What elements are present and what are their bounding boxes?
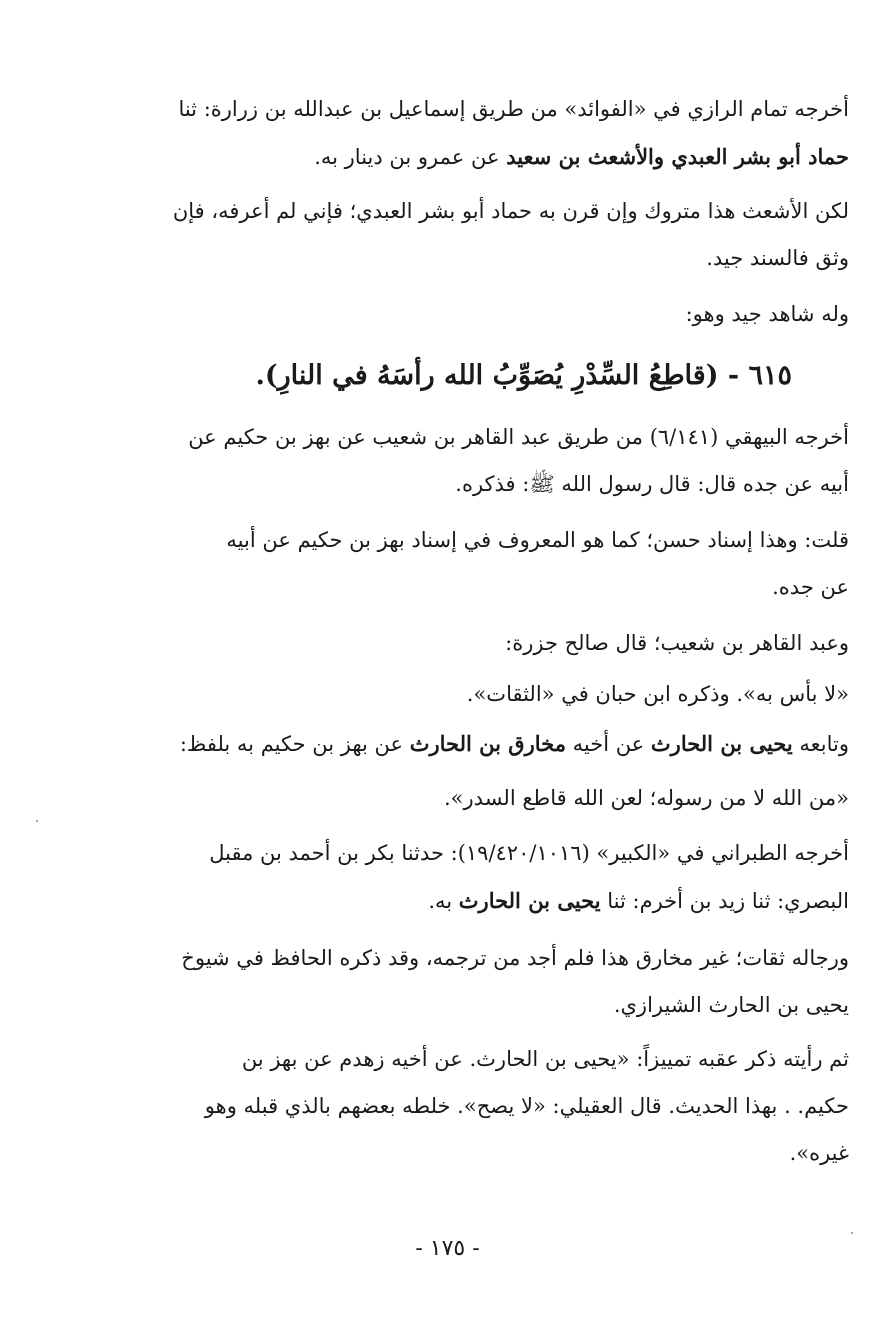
scan-speck [36,820,38,822]
text-line: يحيى بن الحارث الشيرازي. [613,993,849,1017]
text-line: لكن الأشعث هذا متروك وإن قرن به حماد أبو بشر العبدي؛ فإني لم أعرفه، فإن [172,199,849,223]
paragraph-takhrij-bayhaqi [46,414,849,508]
paragraph-takhrij-tammam [46,86,849,181]
paragraph-lafz [46,775,849,822]
paragraph-thumma-raaytuhu [46,1036,849,1177]
text-line: غيره». [789,1141,849,1165]
narrators-bold: حماد أبو بشر العبدي والأشعث بن سعيد [506,144,849,169]
paragraph-la-bas [46,671,849,718]
text-line: أخرجه الطبراني في «الكبير» (١٩/٤٢٠/١٠١٦): حدثنا بكر بن أحمد بن مقبل [209,841,849,865]
text-span: عن أخيه [565,732,651,756]
text-line: قلت: وهذا إسناد حسن؛ كما هو المعروف في إسناد بهز بن حكيم عن أبيه [226,528,849,552]
hadith-heading: ٦١٥ - (قاطِعُ السِّدْرِ يُصَوِّبُ الله رأسَهُ في النارِ). [255,360,792,391]
text-line: ثم رأيته ذكر عقبه تمييزاً: «يحيى بن الحارث. عن أخيه زهدم عن بهز بن [241,1047,849,1071]
text-span: البصري: ثنا زيد بن أخرم: ثنا [600,889,849,913]
text-span: عن بهز بن حكيم به بلفظ: [179,732,410,756]
text-line [46,877,849,925]
text-line: عن جده. [772,575,849,599]
paragraph-rijaluhu [46,935,849,1029]
narrator-bold: يحيى بن الحارث [650,731,793,756]
text-line: أخرجه البيهقي (٦/١٤١) من طريق عبد القاهر بن شعيب عن بهز بن حكيم عن [188,425,849,449]
paragraph-shahid-intro [46,291,849,338]
text-line: وله شاهد جيد وهو: [685,302,849,326]
text-line: حكيم. . بهذا الحديث. قال العقيلي: «لا يصح». خلطه بعضهم بالذي قبله وهو [204,1094,849,1118]
page-number: - ١٧٥ - [415,1236,480,1261]
text-line: وعبد القاهر بن شعيب؛ قال صالح جزرة: [505,631,849,655]
text-line [46,133,849,181]
text-span: وتابعه [792,732,849,756]
paragraph-abd-alqahir [46,620,849,667]
text-span: عن عمرو بن دينار به. [314,145,507,169]
scan-speck [851,1232,853,1234]
paragraph-takhrij-tabarani [46,830,849,925]
text-line: وثق فالسند جيد. [706,246,849,270]
paragraph-comment-ashath [46,188,849,282]
text-line [46,720,849,768]
paragraph-qultu [46,517,849,611]
text-line: «لا بأس به». وذكره ابن حبان في «الثقات». [466,682,849,706]
text-line: أبيه عن جده قال: قال رسول الله ﷺ: فذكره. [455,472,849,496]
narrator-bold: يحيى بن الحارث [458,888,601,913]
text-line: أخرجه تمام الرازي في «الفوائد» من طريق إسماعيل بن عبدالله بن زرارة: ثنا [178,97,849,121]
text-line: «من الله لا من رسوله؛ لعن الله قاطع السدر». [444,786,849,810]
text-line: ورجاله ثقات؛ غير مخارق هذا فلم أجد من ترجمه، وقد ذكره الحافظ في شيوخ [181,946,849,970]
text-span: به. [428,889,459,913]
narrator-bold: مخارق بن الحارث [409,731,566,756]
paragraph-mutabaa [46,720,849,768]
